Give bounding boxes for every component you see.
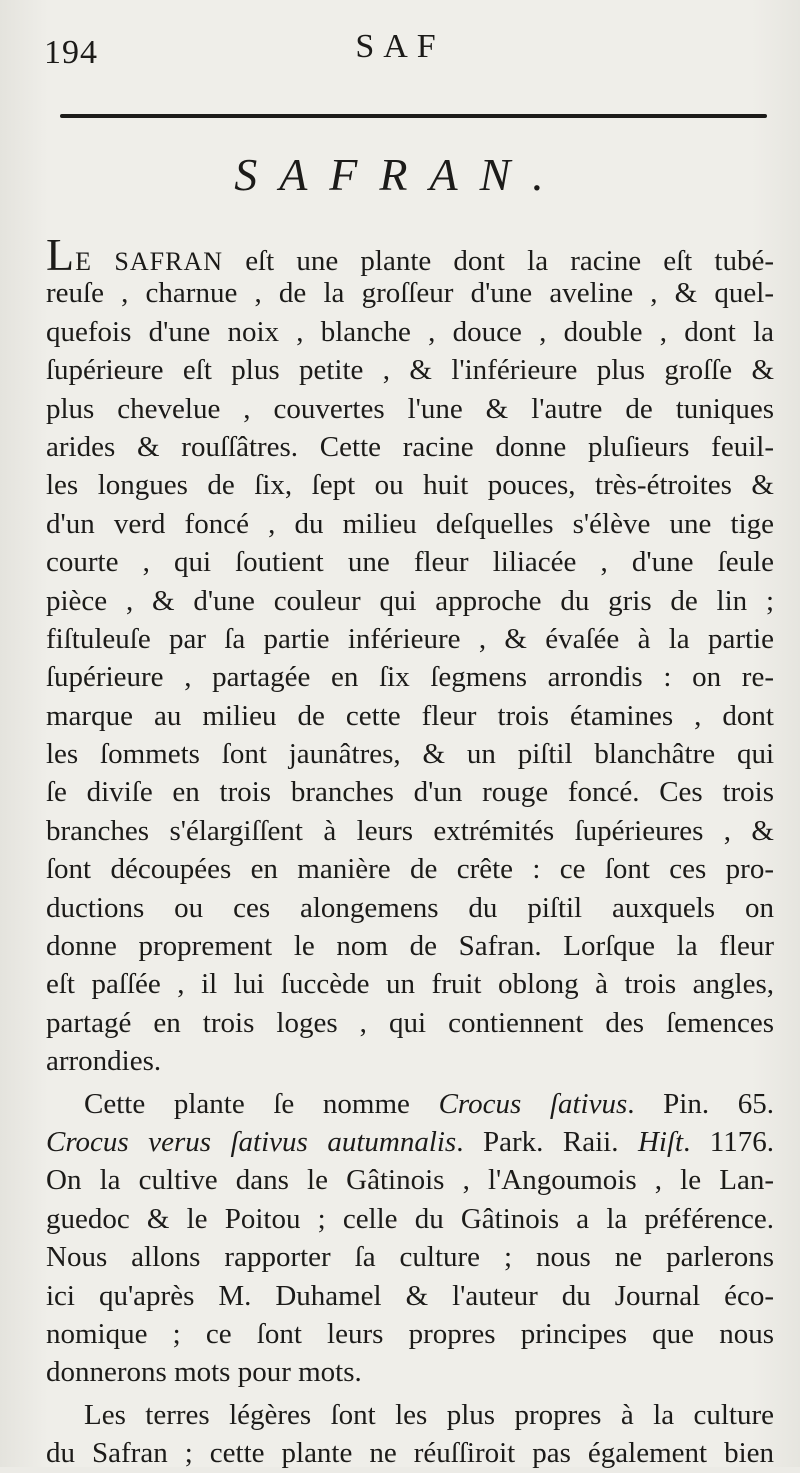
text-line: nomique ; ce ſont leurs propres principes que nous bbox=[46, 1317, 774, 1350]
text-line: branches s'élargiſſent à leurs extrémités ſupérieures , & bbox=[46, 814, 774, 847]
latin-name: Crocus ſativus bbox=[438, 1087, 628, 1120]
text-line: reuſe , charnue , de la groſſeur d'une aveline , & quel- bbox=[46, 277, 774, 310]
text-line: ductions ou ces alongemens du piſtil auxquels on bbox=[46, 891, 774, 924]
text-line: partagé en trois loges , qui contiennent des ſemences bbox=[46, 1006, 774, 1039]
text-line: LE SAFRAN eſt une plante dont la racine eſt tubé- bbox=[46, 229, 774, 280]
paragraph-3 bbox=[46, 1396, 774, 1473]
running-head: SAF bbox=[355, 28, 445, 65]
text-line: ſont découpées en manière de crête : ce ſont ces pro- bbox=[46, 853, 774, 886]
latin-name: Crocus verus ſativus autumnalis bbox=[46, 1125, 457, 1158]
text-line: donnerons mots pour mots. bbox=[46, 1356, 362, 1389]
text-line: les ſommets ſont jaunâtres, & un piſtil blanchâtre qui bbox=[46, 738, 774, 771]
article-title: SAFRAN. bbox=[234, 149, 566, 200]
text-line: quefois d'une noix , blanche , douce , double , dont la bbox=[46, 315, 774, 348]
drop-cap: L bbox=[46, 229, 76, 280]
header-rule bbox=[60, 114, 767, 118]
text-line: d'un verd foncé , du milieu deſquelles s'élève une tige bbox=[46, 507, 774, 540]
text-line: fiſtuleuſe par ſa partie inférieure , & évaſée à la partie bbox=[46, 622, 774, 655]
paragraph-2 bbox=[46, 1085, 774, 1392]
page-header bbox=[0, 14, 800, 71]
text-line: Crocus verus ſativus autumnalis. Park. Raii. Hiſt. 1176. bbox=[46, 1125, 774, 1158]
text-line: On la cultive dans le Gâtinois , l'Angoumois , le Lan- bbox=[46, 1164, 774, 1197]
text-line: ſupérieure eſt plus petite , & l'inférieure plus groſſe & bbox=[46, 354, 774, 387]
text-line: Les terres légères ſont les plus propres à la culture bbox=[84, 1398, 774, 1431]
text-line: Nous allons rapporter ſa culture ; nous ne parlerons bbox=[46, 1241, 774, 1274]
small-caps-word: E SAFRAN bbox=[75, 247, 224, 276]
text-line: arrondies. bbox=[46, 1045, 162, 1078]
text-line: du Safran ; cette plante ne réuſſiroit pas également bien bbox=[46, 1437, 774, 1470]
text-line: Cette plante ſe nomme Crocus ſativus. Pin. 65. bbox=[84, 1087, 774, 1120]
text-line: arides & rouſſâtres. Cette racine donne pluſieurs feuil- bbox=[46, 430, 774, 463]
text-line: marque au milieu de cette fleur trois étamines , dont bbox=[46, 699, 774, 732]
text-line: ici qu'après M. Duhamel & l'auteur du Journal éco- bbox=[46, 1279, 774, 1312]
page-number: 194 bbox=[44, 34, 98, 71]
text-line: plus chevelue , couvertes l'une & l'autre de tuniques bbox=[46, 392, 774, 425]
article-body bbox=[46, 229, 774, 1473]
text-line: guedoc & le Poitou ; celle du Gâtinois a la préférence. bbox=[46, 1202, 774, 1235]
text-line: ſupérieure , partagée en ſix ſegmens arrondis : on re- bbox=[46, 661, 774, 694]
text-line: les longues de ſix, ſept ou huit pouces, très-étroites & bbox=[46, 469, 774, 502]
text-line: courte , qui ſoutient une fleur liliacée , d'une ſeule bbox=[46, 546, 774, 579]
text-line: donne proprement le nom de Safran. Lorſque la fleur bbox=[46, 930, 774, 963]
text-line: pièce , & d'une couleur qui approche du gris de lin ; bbox=[46, 584, 774, 617]
text-line: eſt paſſée , il lui ſuccède un fruit oblong à trois angles, bbox=[46, 968, 774, 1001]
reference-abbrev: Hiſt bbox=[637, 1125, 684, 1158]
paragraph-1 bbox=[46, 229, 774, 1081]
text-line: ſe diviſe en trois branches d'un rouge foncé. Ces trois bbox=[46, 776, 774, 809]
